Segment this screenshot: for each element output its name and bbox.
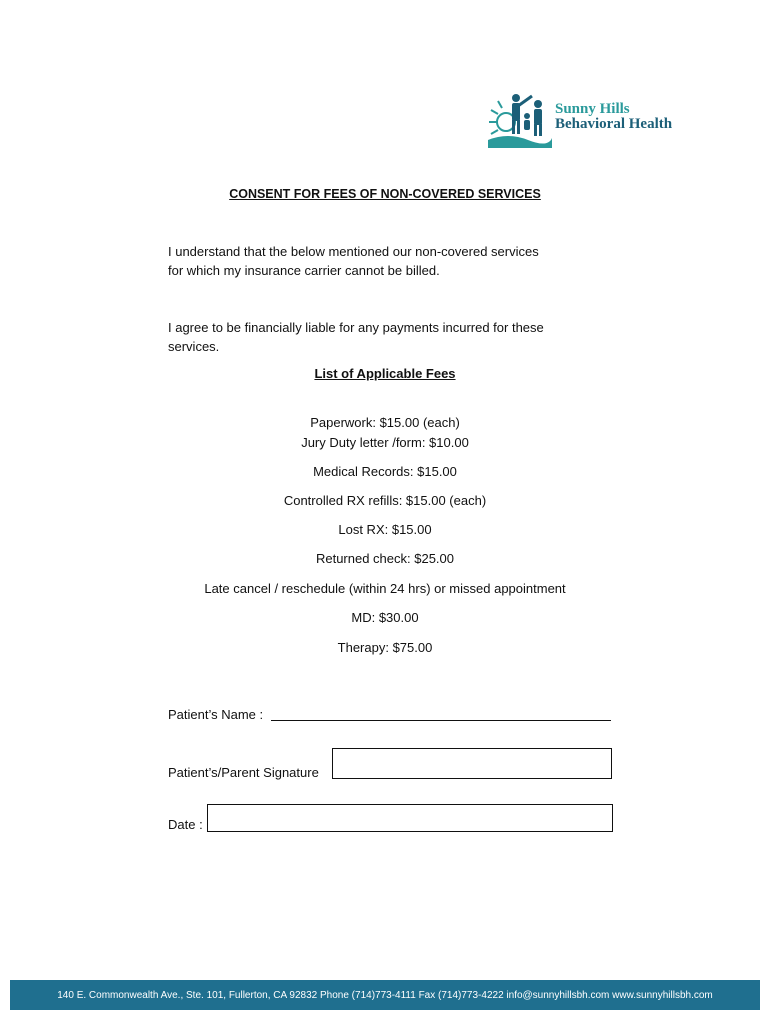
document-title: CONSENT FOR FEES OF NON-COVERED SERVICES	[229, 187, 541, 201]
fee-item: Jury Duty letter /form: $10.00	[301, 435, 469, 450]
footer-bar	[10, 980, 760, 1010]
paragraph-liability	[168, 318, 598, 356]
patient-name-label: Patient’s Name :	[168, 707, 264, 722]
family-sun-icon	[488, 92, 552, 148]
date-field[interactable]	[207, 804, 613, 832]
paragraph-understanding	[168, 242, 598, 280]
logo	[488, 92, 688, 148]
paragraph-1-line-1: I understand that the below mentioned our non-covered services	[168, 244, 539, 259]
logo-text	[555, 102, 672, 132]
fees-heading: List of Applicable Fees	[314, 366, 456, 381]
date-label: Date :	[168, 817, 203, 832]
fee-item: Late cancel / reschedule (within 24 hrs) or missed appointment	[204, 581, 566, 596]
signature-field[interactable]	[332, 748, 612, 779]
paragraph-2-line-1: I agree to be financially liable for any payments incurred for these	[168, 320, 544, 335]
fee-item: Lost RX: $15.00	[338, 522, 432, 537]
logo-line-2: Behavioral Health	[555, 116, 673, 132]
fee-item: Medical Records: $15.00	[313, 464, 457, 479]
footer-contact: 140 E. Commonwealth Ave., Ste. 101, Fullerton, CA 92832 Phone (714)773-4111 Fax (714)773-4222 info@sunnyhillsbh.com www.sunnyhillsbh.com	[57, 989, 713, 1001]
signature-label: Patient’s/Parent Signature	[168, 765, 319, 780]
logo-line-1: Sunny Hills	[555, 101, 630, 117]
patient-name-field[interactable]	[271, 705, 611, 721]
paragraph-2-line-2: services.	[168, 339, 220, 354]
fee-item: Paperwork: $15.00 (each)	[310, 415, 460, 430]
fee-item: Therapy: $75.00	[337, 640, 433, 655]
fee-item: MD: $30.00	[351, 610, 419, 625]
fee-item: Returned check: $25.00	[315, 551, 455, 566]
paragraph-1-line-2: for which my insurance carrier cannot be billed.	[168, 263, 440, 278]
fee-item: Controlled RX refills: $15.00 (each)	[283, 493, 487, 508]
